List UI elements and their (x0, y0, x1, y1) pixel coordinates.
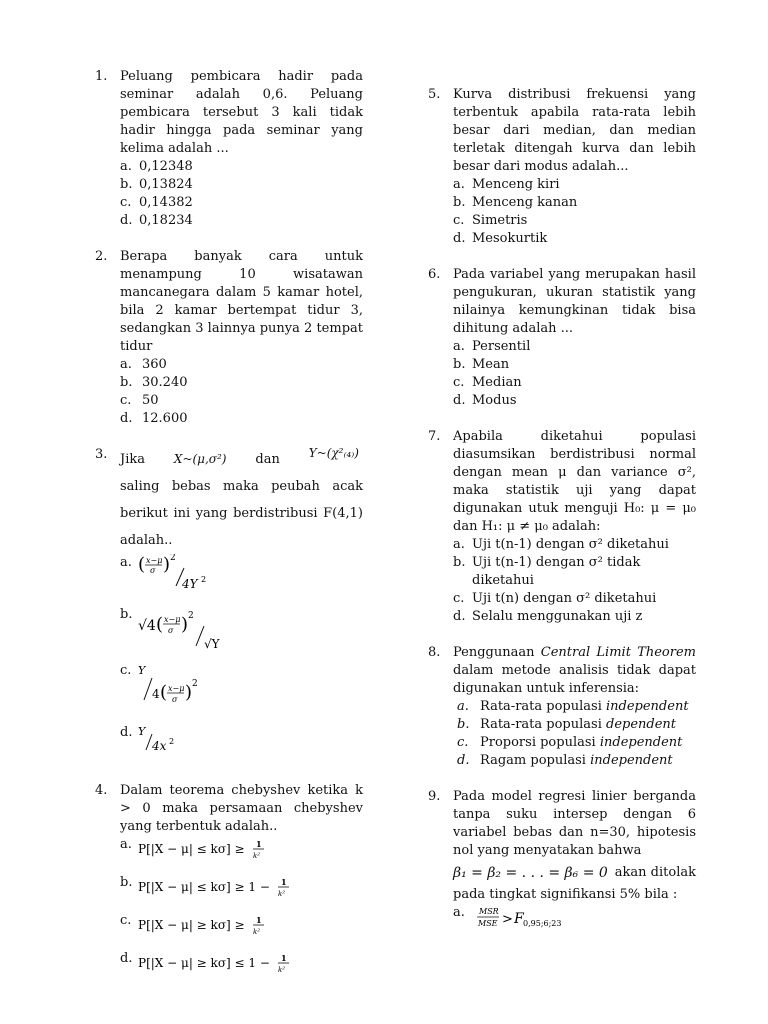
option-letter: a. (457, 699, 469, 714)
option-text: Selalu menggunakan uji z (472, 609, 643, 624)
option-a (120, 356, 363, 374)
question-5 (428, 86, 696, 248)
option-text: 0,12348 (139, 159, 193, 174)
option-text: Mesokurtik (472, 231, 548, 246)
option-d (453, 752, 696, 770)
option-text: Uji t(n-1) dengan σ² tidak diketahui (472, 555, 641, 588)
option-text: Uji t(n) dengan σ² diketahui (472, 591, 657, 606)
question-text (453, 644, 696, 698)
question-text-start: Jika (120, 452, 145, 467)
option-letter: a. (453, 177, 465, 192)
option-text: Rata-rata populasi (480, 699, 602, 714)
question-text: Apabila diketahui populasi diasumsikan berdistribusi normal dengan mean μ dan variance σ², maka statistik uji yang dapat digunakan utuk menguji H₀: μ = μ₀ dan H₁: μ ≠ μ₀ adalah: (453, 429, 696, 534)
option-letter: d. (457, 753, 470, 768)
options-list (120, 158, 363, 230)
question-number: 1. (95, 69, 108, 84)
question-9 (428, 788, 696, 940)
question-text: Peluang pembicara hadir pada seminar adalah 0,6. Peluang pembicara tersebut 3 kali tidak hadir hingga pada seminar yang kelima adalah ... (120, 69, 363, 156)
option-b (453, 356, 696, 374)
left-column (95, 68, 363, 1006)
option-text: Persentil (472, 339, 531, 354)
question-text-end: saling bebas maka peubah acak berikut ini yang berdistribusi F(4,1) adalah.. (120, 479, 363, 548)
option-letter: b. (453, 357, 466, 372)
svg-text:2: 2 (170, 554, 176, 563)
option-text: Ragam populasi (480, 753, 586, 768)
option-text: Menceng kanan (472, 195, 578, 210)
svg-text:P[|X − μ| ≤ kσ] ≥ 1 −: P[|X − μ| ≤ kσ] ≥ 1 − (138, 880, 270, 894)
option-d (120, 724, 363, 764)
svg-text:): ) (185, 682, 193, 703)
question-text: Berapa banyak cara untuk menampung 10 wisatawan mancanegara dalam 5 kamar hotel, bila 2 kamar bertempat tidur 3, sedangkan 3 lainnya punya 2 tempat tidur (120, 249, 363, 354)
svg-text:√Y: √Y (204, 637, 220, 650)
options-list (453, 536, 696, 626)
svg-text:1: 1 (281, 953, 287, 963)
option-text: Menceng kiri (472, 177, 560, 192)
formula-option-c (138, 914, 308, 938)
option-text: 0,18234 (139, 213, 193, 228)
question-text (120, 446, 363, 554)
options-list (453, 904, 696, 940)
option-d (453, 392, 696, 410)
svg-text:σ: σ (168, 626, 174, 635)
option-letter: c. (453, 591, 465, 606)
svg-text:4x: 4x (152, 739, 167, 753)
option-letter: c. (453, 375, 465, 390)
option-letter: a. (120, 555, 132, 570)
question-text: Kurva distribusi frekuensi yang terbentuk apabila rata-rata lebih besar dari median, dan median terletak ditengah kurva dan lebih besar dari modus adalah... (453, 87, 696, 174)
question-number: 3. (95, 447, 108, 462)
option-d (120, 410, 363, 428)
question-number: 5. (428, 87, 441, 102)
option-letter: d. (120, 213, 133, 228)
question-number: 8. (428, 645, 441, 660)
question-number: 2. (95, 249, 108, 264)
option-text: Rata-rata populasi (480, 717, 602, 732)
option-a (120, 554, 363, 606)
question-3 (95, 446, 363, 764)
option-d (453, 230, 696, 248)
options-list (453, 698, 696, 770)
svg-text:Y: Y (138, 664, 146, 677)
option-d (120, 950, 363, 988)
svg-text:P[|X − μ| ≥ kσ] ≤ 1 −: P[|X − μ| ≥ kσ] ≤ 1 − (138, 956, 270, 970)
option-letter: b. (120, 375, 133, 390)
option-text-italic: independent (590, 753, 673, 768)
svg-text:0,95;6;23: 0,95;6;23 (523, 919, 562, 928)
question-8 (428, 644, 696, 770)
options-list (120, 554, 363, 764)
option-letter: c. (120, 663, 132, 678)
option-a (120, 836, 363, 874)
question-text-end: pada tingkat signifikansi 5% bila : (453, 887, 678, 902)
question-text-mid: dan (255, 452, 280, 467)
option-text: Proporsi populasi (480, 735, 596, 750)
option-b (120, 176, 363, 194)
math-x-distribution: X~(μ,σ²) (173, 452, 227, 466)
svg-text:x−μ: x−μ (164, 615, 181, 624)
option-letter: a. (120, 159, 132, 174)
svg-text:k²: k² (253, 852, 261, 860)
option-letter: b. (457, 717, 470, 732)
option-a (453, 698, 696, 716)
options-list (120, 836, 363, 988)
svg-text:P[|X − μ| ≥ kσ] ≥: P[|X − μ| ≥ kσ] ≥ (138, 918, 245, 932)
formula-option-d (138, 724, 218, 754)
option-b (120, 874, 363, 912)
option-letter: c. (120, 195, 132, 210)
svg-text:Y: Y (138, 725, 146, 738)
svg-text:x−μ: x−μ (146, 556, 163, 565)
option-letter: a. (120, 837, 132, 852)
question-text-end: dalam metode analisis tidak dapat digunakan untuk inferensia: (453, 663, 696, 696)
question-text-italic: Central Limit Theorem (540, 645, 696, 660)
svg-text:4: 4 (152, 687, 160, 701)
option-c (120, 392, 363, 410)
option-letter: d. (453, 393, 466, 408)
option-text: 30.240 (142, 375, 188, 390)
formula-option-b (138, 876, 328, 900)
svg-text:1: 1 (256, 839, 262, 849)
svg-text:(: ( (156, 614, 164, 635)
option-text: Mean (472, 357, 510, 372)
svg-text:P[|X − μ| ≤ kσ] ≥: P[|X − μ| ≤ kσ] ≥ (138, 842, 245, 856)
question-number: 9. (428, 789, 441, 804)
option-c (453, 734, 696, 752)
option-text: Median (472, 375, 522, 390)
option-a (453, 536, 696, 554)
svg-text:2: 2 (192, 679, 198, 689)
svg-text:MSE: MSE (478, 919, 498, 928)
svg-text:4Y: 4Y (182, 577, 198, 591)
option-text: 0,14382 (139, 195, 193, 210)
option-letter: c. (453, 213, 465, 228)
option-b (453, 554, 696, 590)
question-6 (428, 266, 696, 410)
option-a (120, 158, 363, 176)
option-c (453, 590, 696, 608)
options-list (453, 338, 696, 410)
hypothesis-math: β₁ = β₂ = . . . = β₆ = 0 (453, 865, 608, 881)
option-letter: b. (453, 555, 466, 570)
option-text: Uji t(n-1) dengan σ² diketahui (472, 537, 669, 552)
svg-text:σ: σ (172, 695, 178, 704)
option-letter: a. (453, 339, 465, 354)
question-number: 4. (95, 783, 108, 798)
question-number: 6. (428, 267, 441, 282)
svg-text:1: 1 (281, 877, 287, 887)
option-text: 12.600 (142, 411, 188, 426)
svg-text:k²: k² (253, 928, 261, 936)
question-text: Pada model regresi linier berganda tanpa suku intersep dengan 6 variabel bebas dan n=30, hipotesis nol yang menyatakan bahwa (453, 789, 696, 858)
option-letter: c. (120, 913, 132, 928)
options-list (453, 176, 696, 248)
question-number: 7. (428, 429, 441, 444)
svg-text:2: 2 (188, 611, 194, 621)
option-text-italic: independent (606, 699, 689, 714)
svg-text:k²: k² (278, 890, 286, 898)
svg-text:>: > (502, 912, 513, 927)
option-d (120, 212, 363, 230)
options-list (120, 356, 363, 428)
svg-text:σ: σ (150, 566, 156, 575)
svg-text:MSR: MSR (479, 907, 499, 916)
option-b (453, 716, 696, 734)
option-letter: b. (120, 875, 133, 890)
svg-text:x−μ: x−μ (168, 684, 185, 693)
option-letter: c. (457, 735, 469, 750)
option-letter: d. (120, 951, 133, 966)
svg-text:): ) (163, 554, 171, 575)
svg-text:): ) (181, 614, 189, 635)
question-1 (95, 68, 363, 230)
option-c (453, 212, 696, 230)
option-text: Modus (472, 393, 517, 408)
svg-text:2: 2 (169, 737, 175, 746)
formula-option-d (138, 952, 328, 976)
math-y-distribution: Y~(χ²₍₄₎) (308, 446, 359, 460)
option-a (453, 176, 696, 194)
option-letter: a. (120, 357, 132, 372)
option-letter: d. (120, 411, 133, 426)
question-text-after-math: akan ditolak (614, 865, 696, 880)
option-text-italic: independent (599, 735, 683, 750)
option-c (120, 912, 363, 950)
question-text: Dalam teorema chebyshev ketika k > 0 maka persamaan chebyshev yang terbentuk adalah.. (120, 783, 363, 834)
option-letter: a. (453, 905, 465, 920)
question-text-start: Penggunaan (453, 645, 535, 660)
option-letter: b. (120, 177, 133, 192)
option-letter: d. (453, 231, 466, 246)
question-text: Pada variabel yang merupakan hasil pengukuran, ukuran statistik yang nilainya kemungkinan tidak bisa dihitung adalah ... (453, 267, 696, 336)
svg-text:1: 1 (256, 915, 262, 925)
option-c (120, 662, 363, 724)
formula-option-c (138, 662, 258, 708)
svg-text:k²: k² (278, 966, 286, 974)
option-text-italic: dependent (606, 717, 677, 732)
option-b (453, 194, 696, 212)
svg-text:F: F (514, 911, 524, 927)
formula-option-a (138, 838, 308, 862)
question-7 (428, 428, 696, 626)
formula-option-a (477, 904, 627, 934)
option-letter: d. (453, 609, 466, 624)
question-4 (95, 782, 363, 988)
right-column (428, 86, 696, 958)
hypothesis-row (453, 864, 696, 882)
formula-option-b (138, 606, 258, 650)
option-letter: a. (453, 537, 465, 552)
svg-text:√4: √4 (138, 618, 156, 634)
option-a (453, 904, 696, 940)
svg-text:(: ( (160, 682, 168, 703)
option-letter: b. (120, 607, 133, 622)
question-2 (95, 248, 363, 428)
option-c (120, 194, 363, 212)
formula-option-a (138, 554, 248, 594)
option-letter: b. (453, 195, 466, 210)
option-text: 0,13824 (139, 177, 193, 192)
option-letter: d. (120, 725, 133, 740)
svg-text:(: ( (138, 554, 146, 575)
option-b (120, 606, 363, 662)
option-letter: c. (120, 393, 132, 408)
option-d (453, 608, 696, 626)
option-c (453, 374, 696, 392)
option-text: Simetris (472, 213, 528, 228)
option-b (120, 374, 363, 392)
option-text: 50 (142, 393, 159, 408)
svg-text:2: 2 (201, 575, 207, 584)
option-a (453, 338, 696, 356)
option-text: 360 (142, 357, 167, 372)
